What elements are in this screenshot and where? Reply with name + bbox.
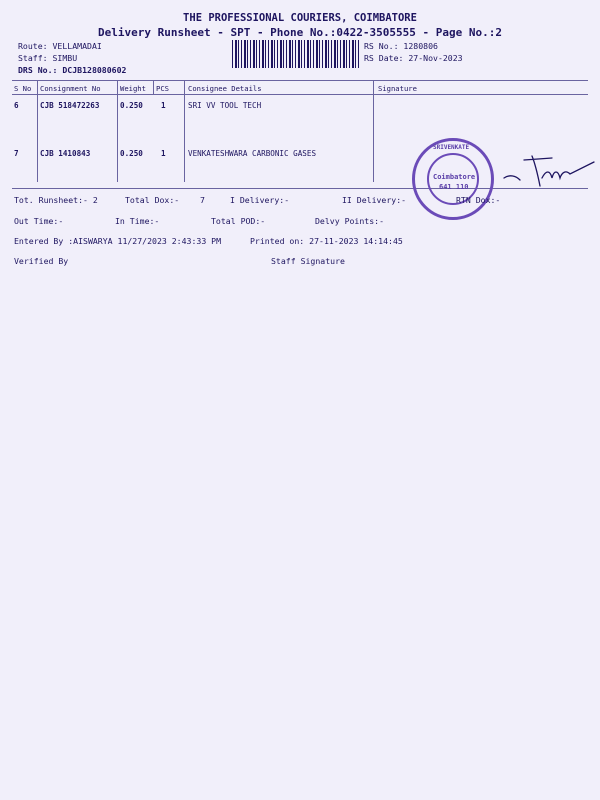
stamp-top-text: SRIVENKATE	[433, 144, 470, 151]
total-pod: Total POD:-	[211, 216, 266, 226]
row-pcs: 1	[161, 149, 166, 158]
staff-label: Staff: SIMBU	[18, 53, 78, 63]
row-sno: 6	[14, 101, 19, 110]
header-weight: Weight	[120, 84, 146, 93]
total-dox-value: 7	[200, 195, 205, 205]
barcode	[232, 40, 360, 68]
handwritten-signature	[500, 148, 596, 192]
row-sno: 7	[14, 149, 19, 158]
stamp-number: 641 110	[439, 183, 469, 191]
row-consignee: VENKATESHWARA CARBONIC GASES	[188, 149, 317, 158]
stamp-city: Coimbatore	[433, 173, 476, 181]
tot-runsheet: Tot. Runsheet:- 2	[14, 195, 98, 205]
verified-by: Verified By	[14, 256, 69, 266]
route-label: Route: VELLAMADAI	[18, 41, 102, 51]
row-weight: 0.250	[120, 101, 143, 110]
row-consignment: CJB 518472263	[40, 101, 100, 110]
header-pcs: PCS	[156, 84, 169, 93]
header-signature: Signature	[378, 84, 417, 93]
rtn-dox: RTN Dox:-	[456, 195, 501, 205]
header-sno: S No	[14, 84, 32, 93]
i-delivery: I Delivery:-	[230, 195, 290, 205]
staff-signature: Staff Signature	[271, 256, 345, 266]
printed-on: Printed on: 27-11-2023 14:14:45	[250, 236, 403, 246]
ii-delivery: II Delivery:-	[342, 195, 407, 205]
entered-by: Entered By :AISWARYA 11/27/2023 2:43:33 PM	[14, 236, 222, 246]
delvy-points: Delvy Points:-	[315, 216, 385, 226]
total-dox-label: Total Dox:-	[125, 195, 180, 205]
row-consignee: SRI VV TOOL TECH	[188, 101, 262, 110]
row-consignment: CJB 1410843	[40, 149, 91, 158]
document-subtitle: Delivery Runsheet - SPT - Phone No.:0422-3505555 - Page No.:2	[98, 26, 502, 39]
row-pcs: 1	[161, 101, 166, 110]
courier-stamp	[412, 138, 494, 220]
out-time: Out Time:-	[14, 216, 64, 226]
in-time: In Time:-	[115, 216, 160, 226]
drs-number: DRS No.: DCJB128080602	[18, 65, 127, 75]
rs-number: RS No.: 1280806	[364, 41, 438, 51]
rs-date: RS Date: 27-Nov-2023	[364, 53, 463, 63]
row-weight: 0.250	[120, 149, 143, 158]
header-consignee: Consignee Details	[188, 84, 262, 93]
header-consignment: Consignment No	[40, 84, 101, 93]
document-title: THE PROFESSIONAL COURIERS, COIMBATORE	[183, 12, 417, 24]
